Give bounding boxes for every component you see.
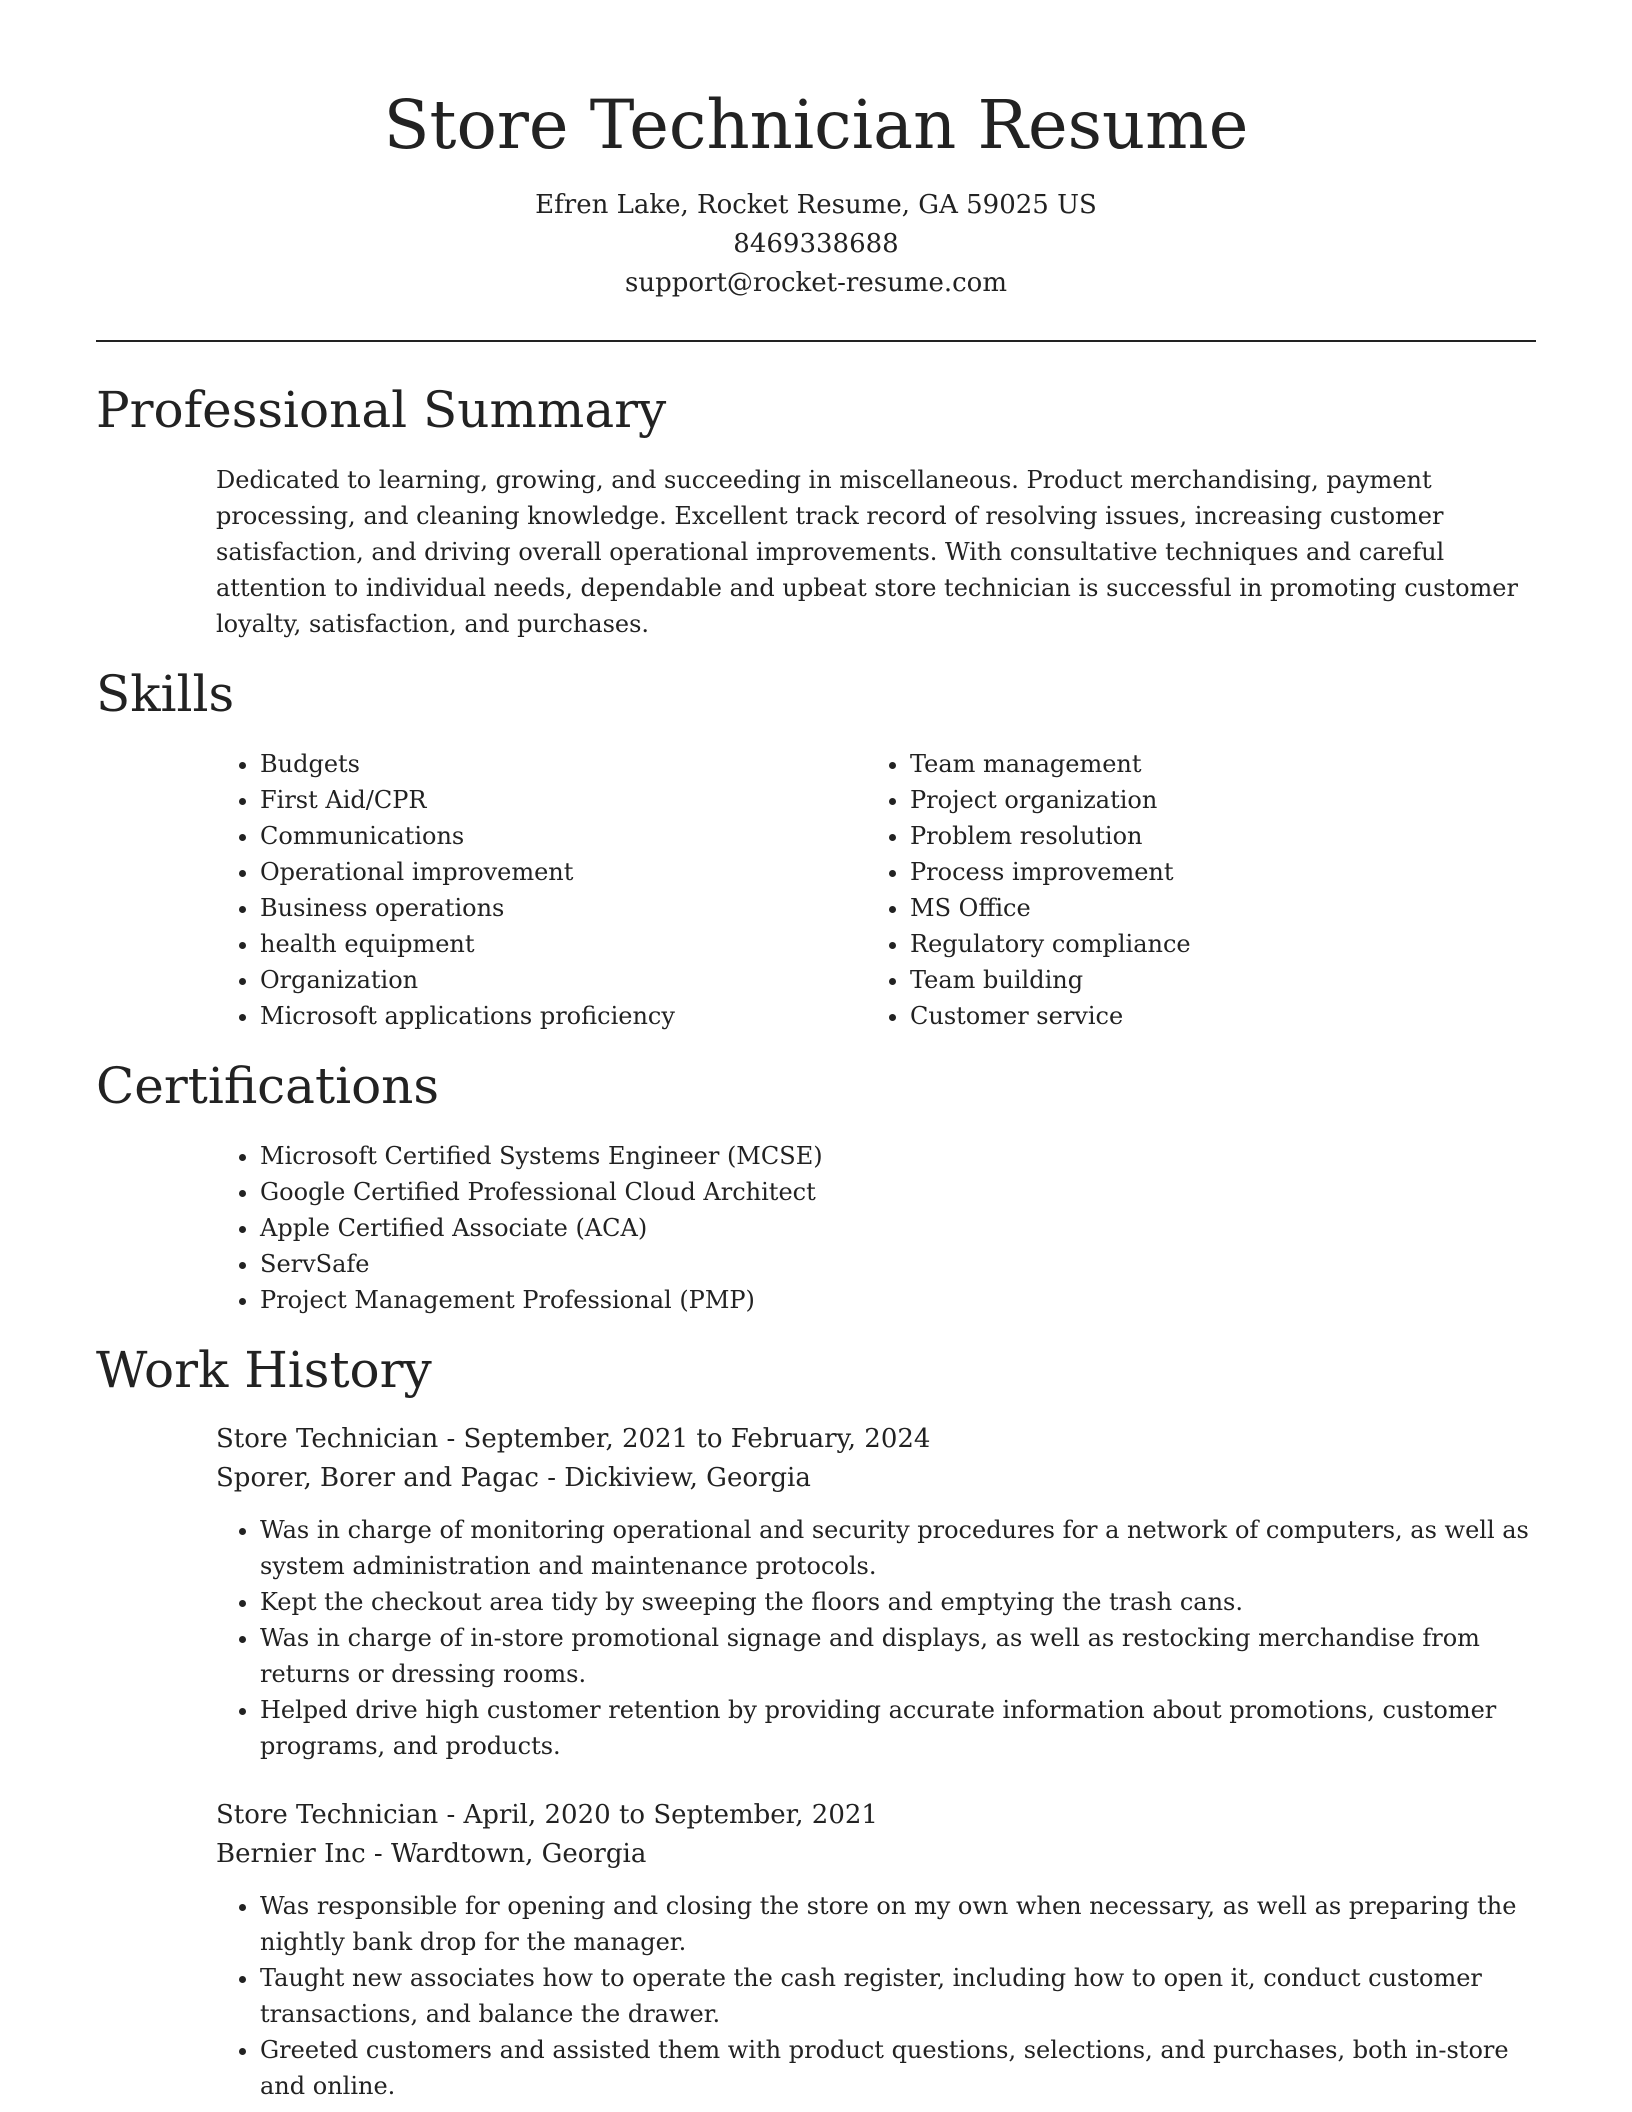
skill-item: • Process improvement xyxy=(910,854,1466,890)
contact-address: Efren Lake, Rocket Resume, GA 59025 US xyxy=(535,190,1097,220)
summary-heading: Professional Summary xyxy=(96,381,667,439)
certification-item: • Project Management Professional (PMP) xyxy=(260,1282,1536,1318)
skill-item: • Budgets xyxy=(260,746,816,782)
certifications-heading: Certifications xyxy=(96,1057,440,1115)
skill-item: • Operational improvement xyxy=(260,854,816,890)
certification-item: • Microsoft Certified Systems Engineer (MCSE) xyxy=(260,1138,1536,1174)
contact-phone: 8469338688 xyxy=(733,229,899,259)
contact-email: support@rocket-resume.com xyxy=(624,268,1007,298)
header-divider xyxy=(96,340,1536,342)
skill-item: • MS Office xyxy=(910,890,1466,926)
job-bullet: • Kept the checkout area tidy by sweeping the floors and emptying the trash cans. xyxy=(260,1584,1536,1620)
job-entry xyxy=(216,1796,1536,2104)
work-history-heading: Work History xyxy=(96,1341,432,1399)
skill-item: • Regulatory compliance xyxy=(910,926,1466,962)
skill-item: • Microsoft applications proficiency xyxy=(260,998,816,1034)
skill-item: • health equipment xyxy=(260,926,816,962)
job-title-line: Store Technician - April, 2020 to September, 2021 xyxy=(216,1800,878,1830)
skill-item: • Communications xyxy=(260,818,816,854)
job-bullet: • Taught new associates how to operate the cash register, including how to open it, conduct customer transactions, and balance the drawer. xyxy=(260,1960,1536,2032)
job-company-line: Sporer, Borer and Pagac - Dickiview, Georgia xyxy=(216,1463,811,1493)
skills-column-right xyxy=(866,746,1466,1034)
job-bullet: • Greeted customers and assisted them with product questions, selections, and purchases, both in-store and online. xyxy=(260,2032,1536,2104)
job-company-line: Bernier Inc - Wardtown, Georgia xyxy=(216,1839,647,1869)
job-bullet: • Was responsible for opening and closing the store on my own when necessary, as well as preparing the nightly bank drop for the manager. xyxy=(260,1888,1536,1960)
skills-column-left xyxy=(216,746,816,1034)
job-bullet: • Was in charge of in-store promotional signage and displays, as well as restocking merchandise from returns or dressing rooms. xyxy=(260,1620,1536,1692)
job-entry xyxy=(216,1420,1536,1764)
resume-title: Store Technician Resume xyxy=(383,86,1249,164)
job-title-line: Store Technician - September, 2021 to February, 2024 xyxy=(216,1424,931,1454)
certifications-list xyxy=(216,1138,1536,1318)
skill-item: • Organization xyxy=(260,962,816,998)
certification-item: • ServSafe xyxy=(260,1246,1536,1282)
skill-item: • Team building xyxy=(910,962,1466,998)
skill-item: • Business operations xyxy=(260,890,816,926)
job-bullet: • Helped drive high customer retention by providing accurate information about promotions, customer programs, and products. xyxy=(260,1692,1536,1764)
skill-item: • Problem resolution xyxy=(910,818,1466,854)
resume-header xyxy=(0,80,1632,303)
skill-item: • First Aid/CPR xyxy=(260,782,816,818)
skill-item: • Customer service xyxy=(910,998,1466,1034)
skill-item: • Project organization xyxy=(910,782,1466,818)
summary-text: Dedicated to learning, growing, and succeeding in miscellaneous. Product merchandising, payment processing, and cleaning knowledge. Excellent track record of resolving issues, increasing customer satisfaction, and driving overall operational improvements. With consultative techniques and careful attention to individual needs, dependable and upbeat store technician is successful in promoting customer loyalty, satisfaction, and purchases. xyxy=(216,466,1518,638)
skill-item: • Team management xyxy=(910,746,1466,782)
certification-item: • Google Certified Professional Cloud Architect xyxy=(260,1174,1536,1210)
certification-item: • Apple Certified Associate (ACA) xyxy=(260,1210,1536,1246)
skills-heading: Skills xyxy=(96,665,235,723)
job-bullet: • Was in charge of monitoring operational and security procedures for a network of computers, as well as system administration and maintenance protocols. xyxy=(260,1512,1536,1584)
